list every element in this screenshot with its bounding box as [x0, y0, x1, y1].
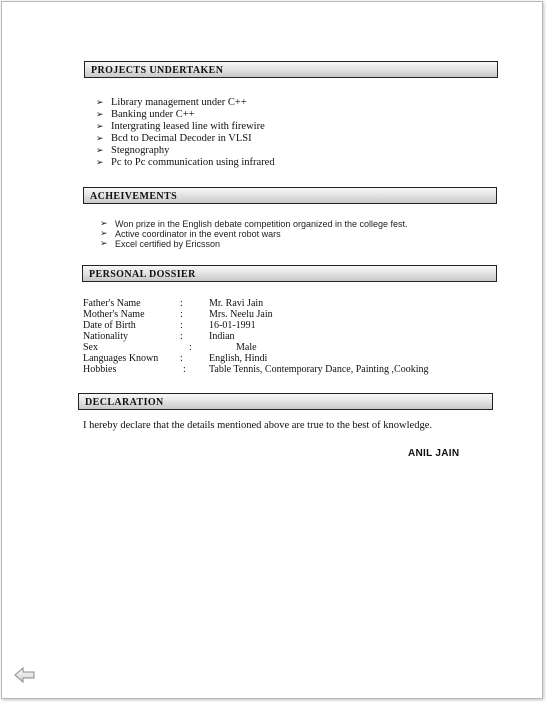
dossier-separator: : [180, 320, 183, 331]
dossier-value: Mrs. Neelu Jain [209, 309, 273, 320]
dossier-value: Male [236, 342, 257, 353]
achievements-list [100, 219, 408, 249]
back-arrow-icon-svg [14, 666, 36, 684]
dossier-label: Date of Birth [83, 320, 136, 331]
declaration-heading: DECLARATION [78, 393, 493, 410]
dossier-value: Indian [209, 331, 235, 342]
list-item: ➢ Intergrating leased line with firewire [96, 121, 265, 132]
dossier-separator: : [180, 353, 183, 364]
arrow-bullet-icon: ➢ [96, 146, 104, 156]
dossier-separator: : [180, 298, 183, 309]
arrow-bullet-icon: ➢ [96, 110, 104, 120]
list-item: ➢ Pc to Pc communication using infrared [96, 157, 275, 168]
dossier-separator: : [180, 309, 183, 320]
signature-name: ANIL JAIN [408, 448, 460, 459]
list-item: ➢ Excel certified by Ericsson [100, 239, 221, 249]
achievements-heading: ACHEIVEMENTS [83, 187, 497, 204]
dossier-label: Mother's Name [83, 309, 145, 320]
list-item: ➢ Won prize in the English debate competition organized in the college fest. [100, 219, 408, 229]
arrow-bullet-icon: ➢ [100, 229, 108, 239]
dossier-label: Sex [83, 342, 98, 353]
arrow-bullet-icon: ➢ [100, 219, 108, 229]
dossier-value: English, Hindi [209, 353, 268, 364]
dossier-label: Hobbies [83, 364, 117, 375]
list-item: ➢ Library management under C++ [96, 97, 247, 108]
arrow-bullet-icon: ➢ [96, 122, 104, 132]
projects-heading: PROJECTS UNDERTAKEN [84, 61, 498, 78]
dossier-label: Father's Name [83, 298, 141, 309]
declaration-text: I hereby declare that the details mentioned above are true to the best of knowledge. [83, 420, 432, 431]
projects-list [96, 97, 275, 169]
arrow-bullet-icon: ➢ [100, 239, 108, 249]
dossier-separator: : [189, 342, 192, 353]
dossier-separator: : [183, 364, 186, 375]
dossier-label: Languages Known [83, 353, 159, 364]
dossier-value: Mr. Ravi Jain [209, 298, 264, 309]
list-item: ➢ Stegnography [96, 145, 170, 156]
list-item: ➢ Bcd to Decimal Decoder in VLSI [96, 133, 252, 144]
dossier-value: 16-01-1991 [209, 320, 256, 331]
personal-dossier-heading: PERSONAL DOSSIER [82, 265, 497, 282]
dossier-label: Nationality [83, 331, 128, 342]
arrow-bullet-icon: ➢ [96, 134, 104, 144]
back-arrow-icon[interactable] [14, 666, 36, 689]
dossier-value: Table Tennis, Contemporary Dance, Painting ,Cooking [209, 364, 429, 375]
dossier-separator: : [180, 331, 183, 342]
arrow-bullet-icon: ➢ [96, 158, 104, 168]
list-item: ➢ Banking under C++ [96, 109, 195, 120]
arrow-bullet-icon: ➢ [96, 98, 104, 108]
list-item: ➢ Active coordinator in the event robot wars [100, 229, 281, 239]
